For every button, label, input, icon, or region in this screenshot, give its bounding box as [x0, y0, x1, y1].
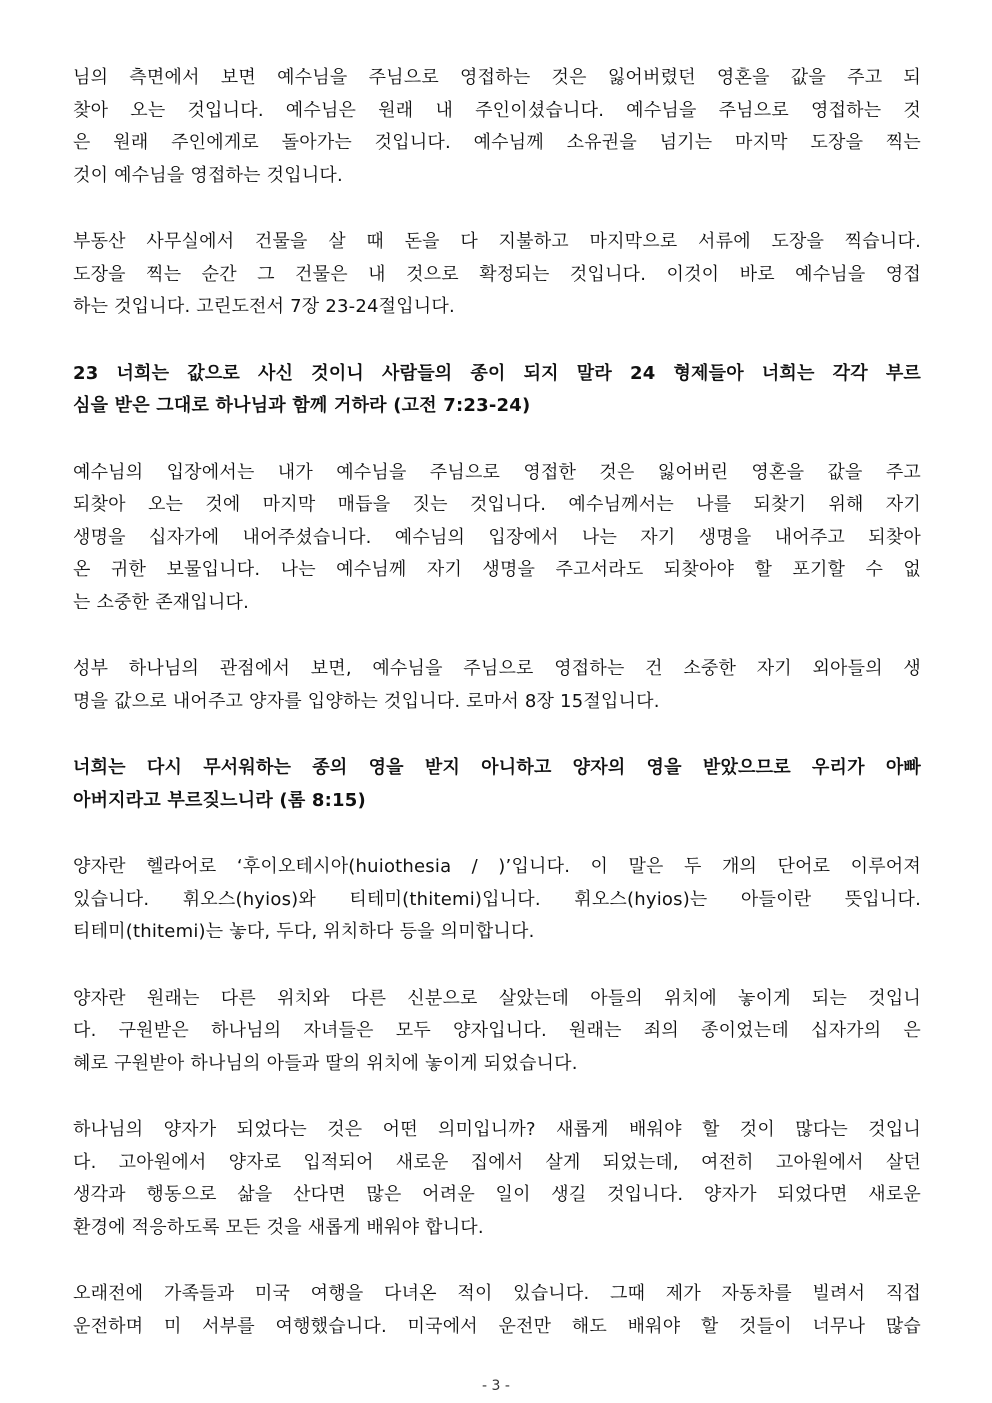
text-line: 생각과 행동으로 삶을 산다면 많은 어려운 일이 생길 것입니다. 양자가 되었다면 새로운 — [73, 1184, 921, 1205]
body-paragraph — [73, 983, 921, 1081]
text-line: 혜로 구원받아 하나님의 아들과 딸의 위치에 놓이게 되었습니다. — [73, 1052, 578, 1074]
body-paragraph — [73, 1278, 921, 1343]
text-line: 다. 구원받은 하나님의 자녀들은 모두 양자입니다. 원래는 죄의 종이었는데 십자가의 은 — [73, 1020, 921, 1041]
text-line: 너희는 다시 무서워하는 종의 영을 받지 아니하고 양자의 영을 받았으므로 우리가 아빠 — [73, 757, 921, 778]
body-paragraph — [73, 1114, 921, 1244]
page-number: - 3 - — [482, 1378, 510, 1394]
text-line: 부동산 사무실에서 건물을 살 때 돈을 다 지불하고 마지막으로 서류에 도장을 찍습니다. — [73, 231, 921, 252]
text-line: 하나님의 양자가 되었다는 것은 어떤 의미입니까? 새롭게 배워야 할 것이 많다는 것입니 — [73, 1119, 921, 1140]
body-paragraph — [73, 653, 921, 718]
scripture-quote — [73, 752, 921, 817]
text-line: 찾아 오는 것입니다. 예수님은 원래 내 주인이셨습니다. 예수님을 주님으로 영접하는 것 — [73, 99, 921, 121]
text-line: 운전하며 미 서부를 여행했습니다. 미국에서 운전만 해도 배워야 할 것들이 너무나 많습 — [73, 1315, 921, 1337]
text-line: 환경에 적응하도록 모든 것을 새롭게 배워야 합니다. — [73, 1216, 484, 1238]
text-line: 도장을 찍는 순간 그 건물은 내 것으로 확정되는 것입니다. 이것이 바로 예수님을 영접 — [73, 263, 921, 285]
text-line: 23 너희는 값으로 사신 것이니 사람들의 종이 되지 말라 24 형제들아 너희는 각각 부르 — [73, 362, 921, 384]
text-line: 다. 고아원에서 양자로 입적되어 새로운 집에서 살게 되었는데, 여전히 고아원에서 살던 — [73, 1151, 921, 1173]
body-paragraph — [73, 62, 921, 192]
text-line: 생명을 십자가에 내어주셨습니다. 예수님의 입장에서 나는 자기 생명을 내어주고 되찾아 — [73, 526, 921, 548]
text-line: 되찾아 오는 것에 마지막 매듭을 짓는 것입니다. 예수님께서는 나를 되찾기 위해 자기 — [73, 494, 921, 515]
text-line: 아버지라고 부르짖느니라 (롬 8:15) — [73, 789, 366, 811]
body-paragraph — [73, 226, 921, 324]
text-line: 심을 받은 그대로 하나님과 함께 거하라 (고전 7:23-24) — [73, 395, 531, 416]
body-paragraph — [73, 851, 921, 949]
text-line: 티테미(thitemi)는 놓다, 두다, 위치하다 등을 의미합니다. — [73, 921, 535, 942]
text-line: 양자란 헬라어로 ‘후이오테시아(huiothesia / )’입니다. 이 말은 두 개의 단어로 이루어져 — [73, 856, 921, 877]
text-line: 온 귀한 보물입니다. 나는 예수님께 자기 생명을 주고서라도 되찾아야 할 포기할 수 없 — [73, 559, 921, 580]
body-paragraph — [73, 457, 921, 620]
text-line: 은 원래 주인에게로 돌아가는 것입니다. 예수님께 소유권을 넘기는 마지막 도장을 찍는 — [73, 132, 921, 153]
text-line: 오래전에 가족들과 미국 여행을 다녀온 적이 있습니다. 그때 제가 자동차를 빌려서 직접 — [73, 1283, 921, 1304]
text-line: 님의 측면에서 보면 예수님을 주님으로 영접하는 것은 잃어버렸던 영혼을 값을 주고 되 — [73, 67, 921, 88]
text-line: 있습니다. 휘오스(hyios)와 티테미(thitemi)입니다. 휘오스(hyios)는 아들이란 뜻입니다. — [73, 888, 921, 910]
text-line: 명을 값으로 내어주고 양자를 입양하는 것입니다. 로마서 8장 15절입니다. — [73, 690, 660, 712]
text-line: 성부 하나님의 관점에서 보면, 예수님을 주님으로 영접하는 건 소중한 자기 외아들의 생 — [73, 658, 921, 679]
document-body — [73, 62, 921, 1377]
text-line: 양자란 원래는 다른 위치와 다른 신분으로 살았는데 아들의 위치에 놓이게 되는 것입니 — [73, 987, 921, 1009]
text-line: 예수님의 입장에서는 내가 예수님을 주님으로 영접한 것은 잃어버린 영혼을 값을 주고 — [73, 461, 921, 483]
scripture-quote — [73, 358, 921, 423]
text-line: 는 소중한 존재입니다. — [73, 591, 250, 613]
text-line: 하는 것입니다. 고린도전서 7장 23-24절입니다. — [73, 296, 455, 317]
text-line: 것이 예수님을 영접하는 것입니다. — [73, 164, 343, 186]
